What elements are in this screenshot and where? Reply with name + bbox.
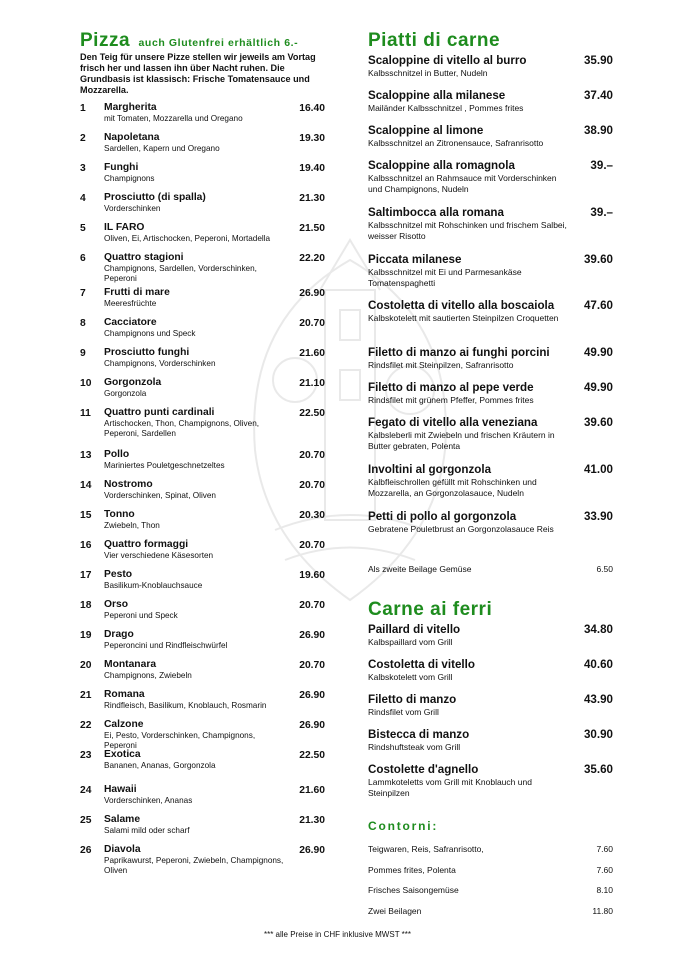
contorni-item xyxy=(368,839,613,860)
pizza-item xyxy=(80,347,325,377)
pizza-name: IL FARO xyxy=(104,222,145,233)
pizza-name: Salame xyxy=(104,814,141,825)
pizza-body xyxy=(104,784,285,806)
pizza-item xyxy=(80,449,325,479)
carne-item xyxy=(368,416,613,463)
pizza-description: Artischocken, Thon, Champignons, Oliven, Peperoni, Sardellen xyxy=(104,419,260,438)
pizza-price: 21.30 xyxy=(299,193,325,204)
pizza-number: 16 xyxy=(80,540,92,551)
pizza-name: Calzone xyxy=(104,719,144,730)
pizza-number: 19 xyxy=(80,630,92,641)
pizza-item xyxy=(80,599,325,629)
pizza-price: 19.40 xyxy=(299,163,325,174)
contorni-label: Zwei Beilagen xyxy=(368,905,422,916)
pizza-number: 8 xyxy=(80,318,86,329)
pizza-body xyxy=(104,509,285,531)
pizza-description: mit Tomaten, Mozzarella und Oregano xyxy=(104,114,243,123)
pizza-price: 26.90 xyxy=(299,288,325,299)
pizza-item xyxy=(80,222,325,252)
pizza-body xyxy=(104,347,285,369)
pizza-item xyxy=(80,784,325,814)
contorni-label: Frisches Saisongemüse xyxy=(368,885,459,896)
carne-price: 49.90 xyxy=(583,346,613,359)
carne-price: 39.– xyxy=(590,159,613,172)
ferri-list xyxy=(368,623,613,813)
contorni-price: 7.60 xyxy=(596,844,613,855)
pizza-number: 5 xyxy=(80,223,86,234)
pizza-list xyxy=(80,102,325,874)
pizza-number: 3 xyxy=(80,163,86,174)
pizza-description: Mariniertes Pouletgeschnetzeltes xyxy=(104,461,225,470)
pizza-name: Funghi xyxy=(104,162,139,173)
contorni-price: 11.80 xyxy=(592,905,613,916)
pizza-name: Exotica xyxy=(104,749,141,760)
pizza-body xyxy=(104,377,285,399)
pizza-number: 7 xyxy=(80,288,86,299)
contorni-label: Teigwaren, Reis, Safranrisotto, xyxy=(368,844,484,855)
pizza-item xyxy=(80,659,325,689)
pizza-column xyxy=(80,30,325,874)
carne-name: Petti di pollo al gorgonzola xyxy=(368,510,517,523)
side-dish-price: 6.50 xyxy=(596,564,613,574)
pizza-subtitle: auch Glutenfrei erhältlich 6.- xyxy=(138,37,299,49)
carne-item xyxy=(368,510,613,556)
pizza-name: Gorgonzola xyxy=(104,377,162,388)
carne-body xyxy=(368,124,573,149)
ferri-description: Lammkoteletts vom Grill mit Knoblauch und Steinpilzen xyxy=(368,777,532,798)
pizza-number: 26 xyxy=(80,845,92,856)
ferri-item xyxy=(368,693,613,728)
pizza-price: 26.90 xyxy=(299,690,325,701)
pizza-description: Zwiebeln, Thon xyxy=(104,521,160,530)
ferri-item xyxy=(368,728,613,763)
carne-item xyxy=(368,206,613,253)
carne-price: 33.90 xyxy=(583,510,613,523)
pizza-number: 25 xyxy=(80,815,92,826)
pizza-number: 18 xyxy=(80,600,92,611)
ferri-body xyxy=(368,623,573,648)
pizza-price: 22.50 xyxy=(299,750,325,761)
pizza-body xyxy=(104,449,285,471)
carne-item xyxy=(368,253,613,299)
pizza-price: 20.70 xyxy=(299,600,325,611)
pizza-name: Quattro formaggi xyxy=(104,539,189,550)
carne-price: 37.40 xyxy=(583,89,613,102)
pizza-body xyxy=(104,844,285,876)
pizza-body xyxy=(104,317,285,339)
carne-description: Mailänder Kalbsschnitzel , Pommes frites xyxy=(368,103,524,113)
pizza-name: Pollo xyxy=(104,449,130,460)
pizza-name: Diavola xyxy=(104,844,141,855)
pizza-description: Sardellen, Kapern und Oregano xyxy=(104,144,220,153)
pizza-item xyxy=(80,509,325,539)
pizza-name: Tonno xyxy=(104,509,135,520)
pizza-item xyxy=(80,162,325,192)
carne-body xyxy=(368,299,573,324)
pizza-body xyxy=(104,132,285,154)
ferri-item xyxy=(368,623,613,658)
carne-description: Kalbsschnitzel an Rahmsauce mit Vorderschinken und Champignons, Nudeln xyxy=(368,173,557,194)
pizza-description: Meeresfrüchte xyxy=(104,299,157,308)
pizza-body xyxy=(104,749,285,771)
pizza-item xyxy=(80,844,325,874)
pizza-body xyxy=(104,719,285,751)
carne-name: Scaloppine di vitello al burro xyxy=(368,54,527,67)
carne-description: Rindsfilet mit grünem Pfeffer, Pommes frites xyxy=(368,395,534,405)
pizza-number: 13 xyxy=(80,450,92,461)
pizza-number: 22 xyxy=(80,720,92,731)
pizza-price: 21.50 xyxy=(299,223,325,234)
pizza-body xyxy=(104,539,285,561)
ferri-price: 43.90 xyxy=(583,693,613,706)
pizza-number: 15 xyxy=(80,510,92,521)
pizza-number: 11 xyxy=(80,408,91,419)
carne-description: Kalbsleberli mit Zwiebeln und frischen Kräutern in Butter gebraten, Polenta xyxy=(368,430,555,451)
pizza-price: 21.60 xyxy=(299,785,325,796)
pizza-description: Champignons, Zwiebeln xyxy=(104,671,192,680)
pizza-description: Ei, Pesto, Vorderschinken, Champignons, Peperoni xyxy=(104,731,256,750)
pizza-description: Peperoncini und Rindfleischwürfel xyxy=(104,641,228,650)
carne-price: 38.90 xyxy=(583,124,613,137)
pizza-name: Montanara xyxy=(104,659,157,670)
contorni-title: Contorni: xyxy=(368,819,439,833)
pizza-body xyxy=(104,192,285,214)
pizza-number: 14 xyxy=(80,480,92,491)
carne-body xyxy=(368,54,573,79)
carne-description: Kalbsschnitzel mit Ei und Parmesankäse Tomatenspaghetti xyxy=(368,267,522,288)
ferri-description: Kalbskotelett vom Grill xyxy=(368,672,453,682)
pizza-description: Vorderschinken xyxy=(104,204,161,213)
pizza-description: Rindfleisch, Basilikum, Knoblauch, Rosmarin xyxy=(104,701,267,710)
contorni-label: Pommes frites, Polenta xyxy=(368,864,456,875)
pizza-title: Pizza xyxy=(80,30,131,51)
pizza-number: 6 xyxy=(80,253,86,264)
pizza-number: 20 xyxy=(80,660,92,671)
pizza-description: Vorderschinken, Spinat, Oliven xyxy=(104,491,216,500)
pizza-name: Prosciutto (di spalla) xyxy=(104,192,206,203)
ferri-name: Bistecca di manzo xyxy=(368,728,470,741)
carne-description: Kalbfleischrollen gefüllt mit Rohschinken und Mozzarella, an Gorgonzolasauce, Nudeln xyxy=(368,477,537,498)
pizza-item xyxy=(80,192,325,222)
pizza-body xyxy=(104,102,285,124)
pizza-body xyxy=(104,659,285,681)
ferri-item xyxy=(368,763,613,813)
pizza-price: 22.20 xyxy=(299,253,325,264)
ferri-body xyxy=(368,728,573,753)
ferri-name: Costolette d'agnello xyxy=(368,763,479,776)
pizza-number: 2 xyxy=(80,133,86,144)
contorni-item xyxy=(368,901,613,922)
pizza-price: 20.70 xyxy=(299,540,325,551)
carne-name: Fegato di vitello alla veneziana xyxy=(368,416,538,429)
pizza-description: Basilikum-Knoblauchsauce xyxy=(104,581,203,590)
ferri-price: 35.60 xyxy=(583,763,613,776)
pizza-name: Frutti di mare xyxy=(104,287,170,298)
carne-body xyxy=(368,346,573,371)
pizza-price: 19.60 xyxy=(299,570,325,581)
pizza-item xyxy=(80,629,325,659)
contorni-price: 8.10 xyxy=(596,885,613,896)
pizza-item xyxy=(80,252,325,287)
carne-body xyxy=(368,206,573,241)
pizza-description: Peperoni und Speck xyxy=(104,611,178,620)
carne-price: 39.60 xyxy=(583,416,613,429)
pizza-price: 20.70 xyxy=(299,318,325,329)
pizza-item xyxy=(80,317,325,347)
pizza-body xyxy=(104,162,285,184)
pizza-description: Vorderschinken, Ananas xyxy=(104,796,193,805)
carne-item xyxy=(368,463,613,510)
pizza-body xyxy=(104,479,285,501)
ferri-description: Kalbspaillard vom Grill xyxy=(368,637,453,647)
carne-title: Piatti di carne xyxy=(368,30,501,51)
ferri-price: 40.60 xyxy=(583,658,613,671)
carne-body xyxy=(368,463,573,498)
pizza-description: Vier verschiedene Käsesorten xyxy=(104,551,214,560)
ferri-body xyxy=(368,658,573,683)
pizza-intro: Den Teig für unsere Pizze stellen wir jeweils am Vortag frisch her und lassen ihn über Nacht ruhen. Die Grundbasis ist klassisch: Frische Tomatensauce und Mozzarella. xyxy=(80,52,316,95)
pizza-body xyxy=(104,599,285,621)
ferri-name: Paillard di vitello xyxy=(368,623,461,636)
pizza-item xyxy=(80,539,325,569)
pizza-price: 26.90 xyxy=(299,630,325,641)
pizza-name: Orso xyxy=(104,599,129,610)
pizza-description: Champignons xyxy=(104,174,155,183)
pizza-item xyxy=(80,569,325,599)
pizza-price: 20.70 xyxy=(299,480,325,491)
pizza-item xyxy=(80,287,325,317)
pizza-number: 24 xyxy=(80,785,92,796)
pizza-name: Nostromo xyxy=(104,479,153,490)
pizza-body xyxy=(104,814,285,836)
pizza-price: 22.50 xyxy=(299,408,325,419)
contorni-item xyxy=(368,880,613,901)
carne-body xyxy=(368,510,573,535)
carne-body xyxy=(368,253,573,288)
pizza-price: 21.60 xyxy=(299,348,325,359)
pizza-item xyxy=(80,719,325,749)
ferri-price: 30.90 xyxy=(583,728,613,741)
carne-body xyxy=(368,416,573,451)
pizza-price: 26.90 xyxy=(299,845,325,856)
carne-item xyxy=(368,54,613,89)
pizza-description: Bananen, Ananas, Gorgonzola xyxy=(104,761,216,770)
pizza-name: Drago xyxy=(104,629,134,640)
carne-name: Scaloppine alla milanese xyxy=(368,89,506,102)
pizza-name: Margherita xyxy=(104,102,157,113)
pizza-number: 9 xyxy=(80,348,86,359)
carne-price: 35.90 xyxy=(583,54,613,67)
pizza-number: 23 xyxy=(80,750,92,761)
contorni-price: 7.60 xyxy=(596,864,613,875)
carne-name: Filetto di manzo al pepe verde xyxy=(368,381,534,394)
pizza-description: Champignons, Sardellen, Vorderschinken, Peperoni xyxy=(104,264,257,283)
pizza-item xyxy=(80,377,325,407)
carne-column xyxy=(368,30,613,921)
pizza-name: Napoletana xyxy=(104,132,160,143)
side-dish-label: Als zweite Beilage Gemüse xyxy=(368,564,472,574)
carne-name: Costoletta di vitello alla boscaiola xyxy=(368,299,555,312)
pizza-name: Quattro punti cardinali xyxy=(104,407,215,418)
carne-price: 47.60 xyxy=(583,299,613,312)
contorni-list xyxy=(368,839,613,921)
carne-description: Kalbskotelett mit sautierten Steinpilzen Croquetten xyxy=(368,313,559,323)
price-footer: *** alle Preise in CHF inklusive MWST *** xyxy=(263,930,411,939)
carne-body xyxy=(368,159,573,194)
carne-price: 49.90 xyxy=(583,381,613,394)
ferri-item xyxy=(368,658,613,693)
pizza-price: 16.40 xyxy=(299,103,325,114)
carne-name: Scaloppine alla romagnola xyxy=(368,159,515,172)
pizza-price: 20.70 xyxy=(299,450,325,461)
pizza-name: Romana xyxy=(104,689,145,700)
pizza-description: Champignons, Vorderschinken xyxy=(104,359,216,368)
pizza-item xyxy=(80,479,325,509)
pizza-description: Oliven, Ei, Artischocken, Peperoni, Mortadella xyxy=(104,234,271,243)
carne-item xyxy=(368,346,613,381)
pizza-item xyxy=(80,102,325,132)
pizza-body xyxy=(104,252,285,284)
carne-item xyxy=(368,159,613,206)
ferri-name: Filetto di manzo xyxy=(368,693,457,706)
pizza-name: Hawaii xyxy=(104,784,137,795)
pizza-item xyxy=(80,132,325,162)
contorni-item xyxy=(368,860,613,881)
ferri-title: Carne ai ferri xyxy=(368,599,493,620)
pizza-item xyxy=(80,814,325,844)
carne-item xyxy=(368,299,613,346)
ferri-name: Costoletta di vitello xyxy=(368,658,475,671)
ferri-description: Rindsfilet vom Grill xyxy=(368,707,439,717)
pizza-price: 19.30 xyxy=(299,133,325,144)
carne-body xyxy=(368,89,573,114)
carne-name: Piccata milanese xyxy=(368,253,462,266)
pizza-item xyxy=(80,749,325,784)
carne-description: Kalbsschnitzel mit Rohschinken und frischem Salbei, weisser Risotto xyxy=(368,220,567,241)
pizza-name: Prosciutto funghi xyxy=(104,347,190,358)
carne-description: Kalbsschnitzel an Zitronensauce, Safranrisotto xyxy=(368,138,544,148)
carne-price: 39.– xyxy=(590,206,613,219)
pizza-price: 21.10 xyxy=(299,378,325,389)
carne-description: Rindsfilet mit Steinpilzen, Safranrisotto xyxy=(368,360,514,370)
pizza-number: 10 xyxy=(80,378,92,389)
ferri-body xyxy=(368,763,573,798)
pizza-body xyxy=(104,629,285,651)
pizza-price: 20.70 xyxy=(299,660,325,671)
pizza-body xyxy=(104,287,285,309)
ferri-body xyxy=(368,693,573,718)
ferri-price: 34.80 xyxy=(583,623,613,636)
pizza-body xyxy=(104,222,285,244)
pizza-description: Gorgonzola xyxy=(104,389,147,398)
pizza-description: Salami mild oder scharf xyxy=(104,826,190,835)
pizza-number: 17 xyxy=(80,570,92,581)
pizza-body xyxy=(104,689,285,711)
carne-item xyxy=(368,89,613,124)
carne-name: Saltimbocca alla romana xyxy=(368,206,504,219)
pizza-price: 21.30 xyxy=(299,815,325,826)
pizza-item xyxy=(80,407,325,449)
carne-item xyxy=(368,381,613,416)
pizza-number: 4 xyxy=(80,193,86,204)
carne-description: Kalbsschnitzel in Butter, Nudeln xyxy=(368,68,488,78)
ferri-description: Rindshuftsteak vom Grill xyxy=(368,742,461,752)
carne-description: Gebratene Pouletbrust an Gorgonzolasauce Reis xyxy=(368,524,554,534)
pizza-name: Pesto xyxy=(104,569,133,580)
pizza-name: Quattro stagioni xyxy=(104,252,184,263)
pizza-description: Paprikawurst, Peperoni, Zwiebeln, Champignons, Oliven xyxy=(104,856,284,875)
pizza-number: 21 xyxy=(80,690,92,701)
carne-price: 41.00 xyxy=(583,463,613,476)
pizza-price: 26.90 xyxy=(299,720,325,731)
carne-body xyxy=(368,381,573,406)
pizza-item xyxy=(80,689,325,719)
carne-name: Scaloppine al limone xyxy=(368,124,484,137)
carne-name: Involtini al gorgonzola xyxy=(368,463,492,476)
side-dish-row xyxy=(368,564,613,574)
carne-price: 39.60 xyxy=(583,253,613,266)
pizza-body xyxy=(104,407,285,439)
pizza-header xyxy=(80,30,325,54)
pizza-body xyxy=(104,569,285,591)
carne-item xyxy=(368,124,613,159)
pizza-price: 20.30 xyxy=(299,510,325,521)
pizza-name: Cacciatore xyxy=(104,317,157,328)
carne-name: Filetto di manzo ai funghi porcini xyxy=(368,346,550,359)
carne-list xyxy=(368,54,613,556)
pizza-description: Champignons und Speck xyxy=(104,329,196,338)
pizza-number: 1 xyxy=(80,103,86,114)
